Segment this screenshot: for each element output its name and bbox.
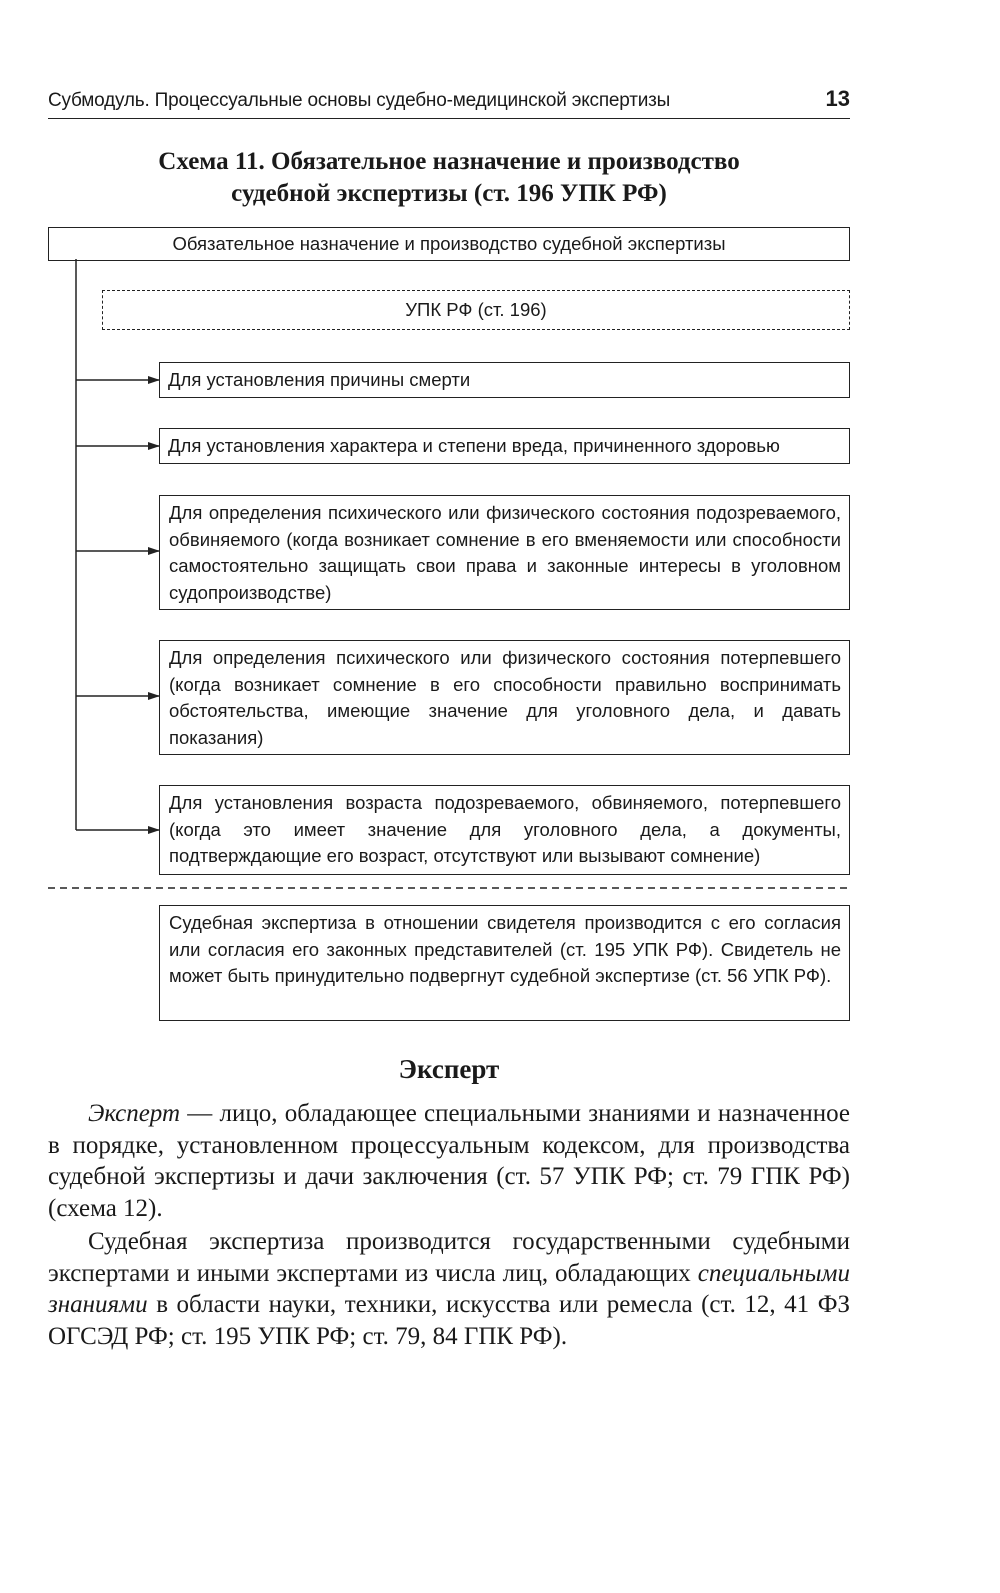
scheme-item-3 [159,495,850,610]
scheme-item-5 [159,785,850,875]
scheme-item-text: Для установления причины смерти [168,368,471,390]
scheme-basis-text: УПК РФ (ст. 196) [405,298,547,320]
scheme-item-text: Для установления характера и степени вреда, причиненного здоровью [168,434,780,456]
scheme-item-text: Для определения психического или физического состояния потерпевшего (когда возникает сомнение в его способности правильно воспринимать обстоятельства, имеющие значение для уголовного дела, и давать показания) [169,647,841,748]
section-heading: Эксперт [398,1054,500,1084]
paragraph-expertise [48,1226,850,1352]
section-title: Субмодуль. Процессуальные основы судебно-медицинской экспертизы [48,90,671,111]
definition-text: — лицо, обладающее специальными знаниями и назначенное в порядке, установленном процессуальным кодексом, для производства судебной экспертизы и дачи заключения (ст. 57 УПК РФ; ст. 79 ГПК РФ) (схема 12). [48,1100,850,1222]
page-number: 13 [825,86,850,111]
scheme-note-box [159,905,850,1021]
paragraph-expert-definition [48,1098,850,1224]
scheme-item-1 [159,362,850,398]
scheme-basis-box [102,290,850,330]
expertise-text-end: в области науки, техники, искусства или ремесла (ст. 12, 41 ФЗ ОГСЭД РФ; ст. 195 УПК РФ; ст. 79, 84 ГПК РФ). [48,1291,850,1350]
scheme-item-text: Для установления возраста подозреваемого, обвиняемого, потерпевшего (когда это имеет значение для уголовного дела, а документы, подтверждающие его возраст, отсутствуют или вызывают сомнение) [169,792,841,866]
scheme-title [48,146,850,210]
scheme-note-text: Судебная экспертиза в отношении свидетеля производится с его согласия или согласия его законных представителей (ст. 195 УПК РФ). Свидетель не может быть принудительно подвергнут судебной экспертизе (ст. 56 УПК РФ). [169,912,841,986]
expertise-text-start: Судебная экспертиза производится государственными судебными экспертами и иными экспертами из числа лиц, обладающих [48,1228,850,1287]
running-header [48,88,850,119]
scheme-item-text: Для определения психического или физического состояния подозреваемого, обвиняемого (когда возникает сомнение в его вменяемости или способности самостоятельно защищать свои права и законные интересы в уголовном судопроизводстве) [169,502,841,603]
scheme-root-text: Обязательное назначение и производство судебной экспертизы [172,232,726,254]
term-special-knowledge: специальными знаниями [48,1259,850,1318]
scheme-title-line-1: Схема 11. Обязательное назначение и производство [158,148,740,175]
scheme-item-4 [159,640,850,755]
scheme-root-box [48,227,850,261]
term-expert: Эксперт [88,1100,181,1127]
scheme-item-2 [159,428,850,464]
scheme-title-line-2: судебной экспертизы (ст. 196 УПК РФ) [231,180,667,207]
